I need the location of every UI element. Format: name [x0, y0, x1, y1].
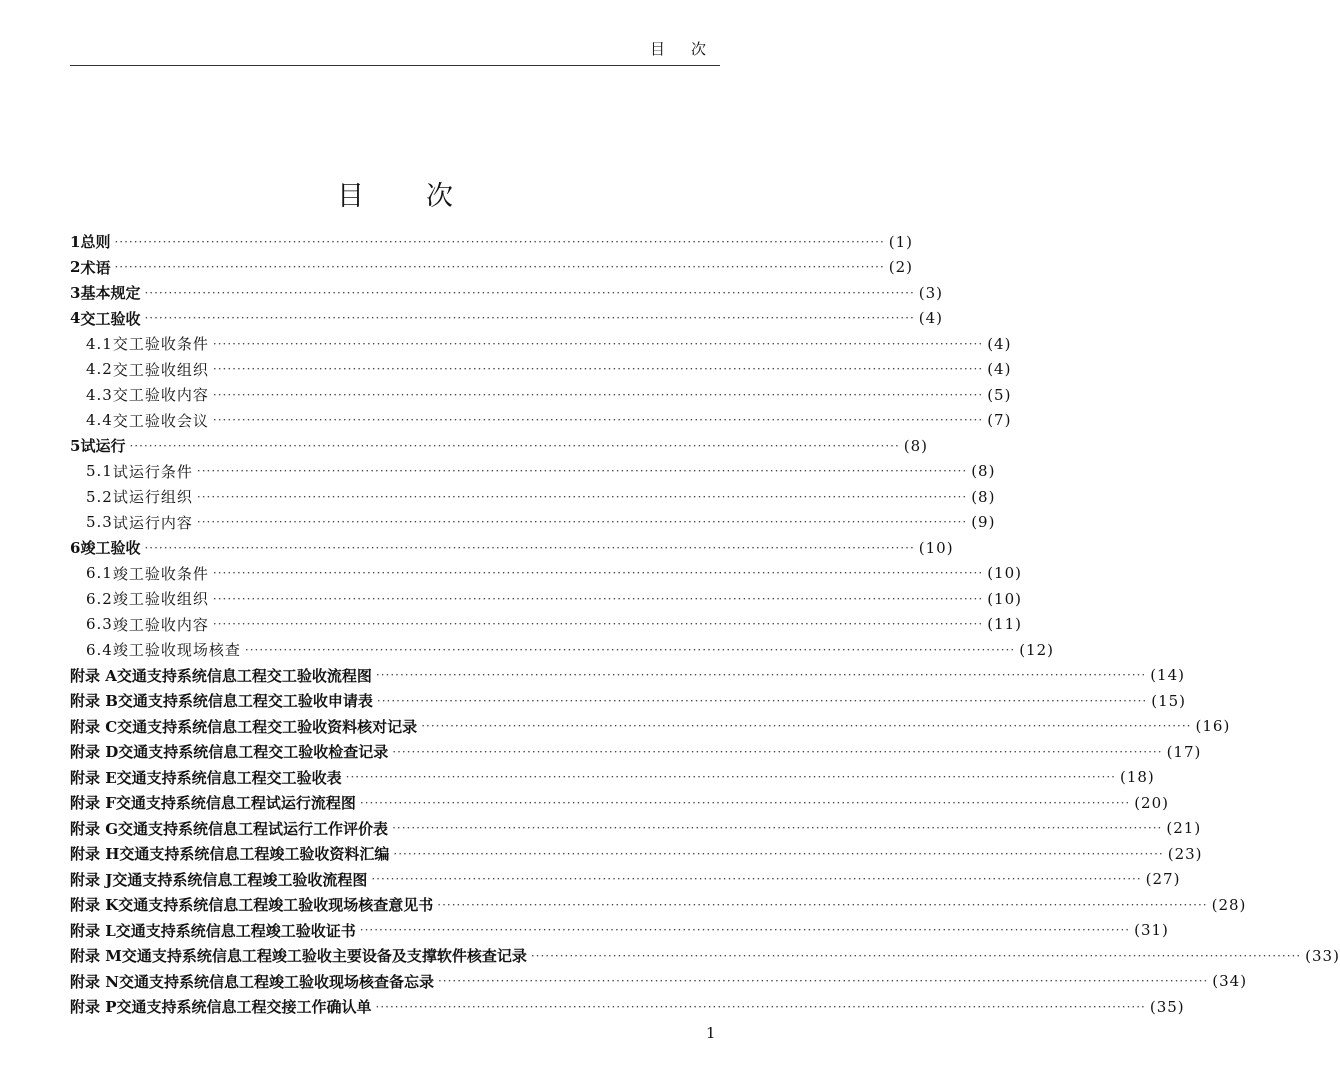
toc-entry-label: 交工验收内容 — [112, 386, 209, 405]
toc-entry[interactable] — [70, 408, 1012, 434]
toc-entry-page: (10) — [987, 564, 1022, 583]
toc-entry-label: 交通支持系统信息工程竣工验收资料汇编 — [119, 845, 390, 864]
toc-entry-number: 附录 J — [70, 870, 113, 889]
toc-entry-page: (15) — [1151, 691, 1187, 710]
toc-entry-number: 2 — [70, 258, 81, 277]
toc-entry-number: 6.1 — [86, 564, 113, 583]
toc-entry-label: 交通支持系统信息工程交工验收流程图 — [116, 666, 372, 685]
toc-entry[interactable] — [70, 280, 944, 306]
toc-entry-label: 竣工验收组织 — [112, 590, 209, 609]
toc-entry-label: 试运行 — [80, 437, 126, 456]
toc-entry-page: (1) — [888, 232, 914, 251]
toc-leader-dots: ································································································································································ — [212, 617, 984, 632]
toc-leader-dots: ································································································································································ — [359, 795, 1131, 810]
toc-entry-number: 6.3 — [86, 615, 113, 634]
toc-entry-page: (35) — [1149, 997, 1185, 1016]
toc-entry-label: 试运行组织 — [112, 488, 193, 507]
toc-entry-number: 附录 F — [70, 794, 116, 813]
toc-leader-dots: ································································································································································ — [114, 234, 885, 249]
toc-entry-page: (18) — [1119, 768, 1155, 787]
toc-entry[interactable] — [70, 535, 954, 561]
toc-entry-page: (4) — [987, 334, 1012, 353]
toc-entry-page: (4) — [987, 360, 1012, 379]
toc-entry-label: 交工验收组织 — [112, 360, 209, 379]
toc-entry-label: 交通支持系统信息工程竣工验收证书 — [115, 921, 356, 940]
toc-entry-page: (11) — [987, 615, 1022, 634]
toc-leader-dots: ································································································································································ — [129, 438, 900, 453]
toc-entry[interactable] — [70, 459, 996, 485]
toc-leader-dots: ································································································································································ — [196, 464, 968, 479]
toc-entry-label: 试运行内容 — [112, 513, 193, 532]
page-number: 1 — [706, 1024, 716, 1042]
toc-entry-page: (21) — [1166, 819, 1202, 838]
toc-entry-number: 5 — [70, 436, 81, 455]
toc-entry[interactable] — [70, 331, 1012, 357]
toc-leader-dots: ································································································································································ — [212, 413, 984, 428]
toc-leader-dots: ································································································································································ — [114, 260, 885, 275]
toc-entry[interactable] — [70, 484, 996, 510]
toc-leader-dots: ································································································································································ — [421, 719, 1192, 734]
toc-entry[interactable] — [70, 637, 1054, 663]
toc-entry-number: 4.2 — [86, 360, 113, 379]
toc-entry-label: 交通支持系统信息工程竣工验收现场核查备忘录 — [118, 972, 434, 991]
toc-leader-dots: ································································································································································ — [392, 744, 1163, 759]
toc-entry-page: (4) — [918, 309, 944, 328]
toc-entry[interactable] — [70, 612, 1022, 638]
toc-entry-label: 交通支持系统信息工程试运行流程图 — [115, 794, 356, 813]
toc-entry[interactable] — [70, 816, 1202, 842]
toc-leader-dots: ································································································································································ — [359, 923, 1131, 938]
toc-entry-label: 交通支持系统信息工程试运行工作评价表 — [118, 819, 389, 838]
toc-entry-page: (27) — [1145, 870, 1181, 889]
toc-entry-number: 附录 K — [70, 896, 119, 915]
toc-entry[interactable] — [70, 790, 1169, 816]
toc-entry[interactable] — [70, 306, 944, 332]
toc-leader-dots: ································································································································································ — [437, 897, 1208, 912]
toc-leader-dots: ································································································································································ — [530, 948, 1302, 963]
toc-entry[interactable] — [70, 714, 1231, 740]
toc-entry[interactable] — [70, 586, 1022, 612]
toc-entry-page: (33) — [1305, 946, 1340, 965]
toc-entry[interactable] — [70, 382, 1012, 408]
toc-leader-dots: ································································································································································ — [392, 821, 1163, 836]
toc-entry-page: (17) — [1166, 742, 1202, 761]
header-rule — [70, 65, 720, 66]
toc-entry-page: (34) — [1212, 972, 1248, 991]
toc-entry[interactable] — [70, 663, 1185, 689]
toc-entry-page: (28) — [1211, 895, 1247, 914]
toc-entry-label: 竣工验收 — [80, 539, 141, 558]
toc-entry-number: 附录 A — [70, 666, 117, 685]
toc-leader-dots: ································································································································································ — [212, 566, 984, 581]
toc-entry-label: 交通支持系统信息工程交工验收表 — [116, 768, 342, 787]
toc-entry-number: 附录 N — [70, 972, 119, 991]
toc-entry-number: 5.3 — [86, 513, 113, 532]
toc-leader-dots: ································································································································································ — [196, 489, 968, 504]
toc-entry-page: (14) — [1150, 666, 1185, 685]
toc-entry-label: 基本规定 — [80, 284, 141, 303]
toc-leader-dots: ································································································································································ — [345, 770, 1116, 785]
toc-leader-dots: ································································································································································ — [371, 872, 1142, 887]
toc-entry-number: 4 — [70, 309, 81, 328]
toc-entry-page: (23) — [1167, 844, 1203, 863]
toc-entry-number: 6 — [70, 538, 81, 557]
toc-leader-dots: ································································································································································ — [375, 999, 1146, 1014]
toc-entry-label: 交通支持系统信息工程竣工验收主要设备及支撑软件核查记录 — [121, 947, 527, 966]
toc-leader-dots: ································································································································································ — [144, 311, 915, 326]
toc-entry-label: 术语 — [80, 258, 111, 277]
toc-leader-dots: ································································································································································ — [144, 285, 915, 300]
toc-leader-dots: ································································································································································ — [144, 540, 915, 555]
toc-entry-label: 交通支持系统信息工程交工验收申请表 — [117, 692, 373, 711]
toc-entry-number: 5.2 — [86, 487, 113, 506]
toc-entry-number: 4.4 — [86, 411, 113, 430]
toc-leader-dots: ································································································································································ — [244, 642, 1016, 657]
toc-entry-label: 总则 — [80, 233, 111, 252]
toc-entry-number: 3 — [70, 283, 81, 302]
toc-leader-dots: ································································································································································ — [212, 336, 984, 351]
toc-entry-page: (8) — [971, 462, 996, 481]
toc-entry-label: 竣工验收条件 — [112, 564, 209, 583]
toc-entry-number: 附录 C — [70, 717, 118, 736]
running-head: 目次 — [650, 40, 733, 58]
toc-leader-dots: ································································································································································ — [375, 668, 1147, 683]
table-of-contents — [70, 229, 1340, 1020]
toc-entry[interactable] — [70, 892, 1247, 918]
toc-entry-page: (10) — [987, 589, 1022, 608]
toc-entry-page: (20) — [1134, 793, 1169, 812]
toc-entry-label: 竣工验收现场核查 — [112, 641, 241, 660]
toc-entry[interactable] — [70, 841, 1203, 867]
toc-leader-dots: ································································································································································ — [212, 387, 984, 402]
toc-entry-page: (2) — [888, 258, 914, 277]
toc-entry-number: 附录 L — [70, 921, 116, 940]
toc-entry-page: (31) — [1134, 921, 1169, 940]
toc-entry[interactable] — [70, 561, 1022, 587]
toc-entry[interactable] — [70, 918, 1169, 944]
toc-entry[interactable] — [70, 357, 1012, 383]
toc-entry-number: 附录 M — [70, 947, 122, 966]
toc-entry-label: 交通支持系统信息工程竣工验收流程图 — [112, 870, 368, 889]
toc-entry-page: (12) — [1019, 640, 1054, 659]
toc-entry-page: (5) — [987, 385, 1012, 404]
toc-entry-number: 附录 G — [70, 819, 119, 838]
toc-leader-dots: ································································································································································ — [376, 693, 1148, 708]
toc-entry-number: 4.3 — [86, 385, 113, 404]
toc-entry-label: 交工验收会议 — [112, 411, 209, 430]
toc-leader-dots: ································································································································································ — [437, 974, 1209, 989]
page-title: 目次 — [337, 181, 515, 212]
toc-entry-number: 1 — [70, 232, 81, 251]
toc-entry[interactable] — [70, 969, 1248, 995]
toc-entry-number: 5.1 — [86, 462, 113, 481]
toc-entry-number: 附录 H — [70, 845, 120, 864]
toc-leader-dots: ································································································································································ — [196, 515, 968, 530]
toc-entry[interactable] — [70, 943, 1340, 969]
toc-entry-number: 6.2 — [86, 589, 113, 608]
toc-entry-number: 附录 D — [70, 743, 119, 762]
toc-entry-label: 竣工验收内容 — [112, 615, 209, 634]
toc-entry[interactable] — [70, 688, 1187, 714]
toc-leader-dots: ································································································································································ — [393, 846, 1164, 861]
toc-entry-number: 附录 B — [70, 692, 118, 711]
toc-entry-page: (16) — [1195, 717, 1231, 736]
toc-entry[interactable] — [70, 510, 996, 536]
toc-entry-page: (7) — [987, 411, 1012, 430]
toc-entry-page: (8) — [903, 436, 929, 455]
toc-entry-label: 交通支持系统信息工程竣工验收现场核查意见书 — [118, 896, 434, 915]
toc-entry-number: 附录 E — [70, 768, 117, 787]
toc-entry[interactable] — [70, 255, 914, 281]
toc-leader-dots: ································································································································································ — [212, 591, 984, 606]
toc-entry-number: 6.4 — [86, 640, 113, 659]
toc-entry[interactable] — [70, 739, 1202, 765]
toc-entry-label: 交通支持系统信息工程交工验收资料核对记录 — [117, 717, 418, 736]
toc-entry[interactable] — [70, 994, 1185, 1020]
toc-entry-label: 试运行条件 — [112, 462, 193, 481]
toc-entry-page: (8) — [971, 487, 996, 506]
toc-entry-label: 交工验收条件 — [112, 335, 209, 354]
toc-entry[interactable] — [70, 433, 929, 459]
toc-entry[interactable] — [70, 229, 914, 255]
toc-entry-page: (3) — [918, 283, 944, 302]
toc-entry[interactable] — [70, 867, 1181, 893]
toc-entry-label: 交工验收 — [80, 309, 141, 328]
toc-entry-page: (10) — [918, 538, 954, 557]
toc-entry-label: 交通支持系统信息工程交工验收检查记录 — [118, 743, 389, 762]
toc-entry-number: 附录 P — [70, 998, 117, 1017]
toc-leader-dots: ································································································································································ — [212, 362, 984, 377]
toc-entry-page: (9) — [971, 513, 996, 532]
toc-entry[interactable] — [70, 765, 1155, 791]
toc-entry-number: 4.1 — [86, 334, 113, 353]
toc-entry-label: 交通支持系统信息工程交接工作确认单 — [116, 998, 372, 1017]
